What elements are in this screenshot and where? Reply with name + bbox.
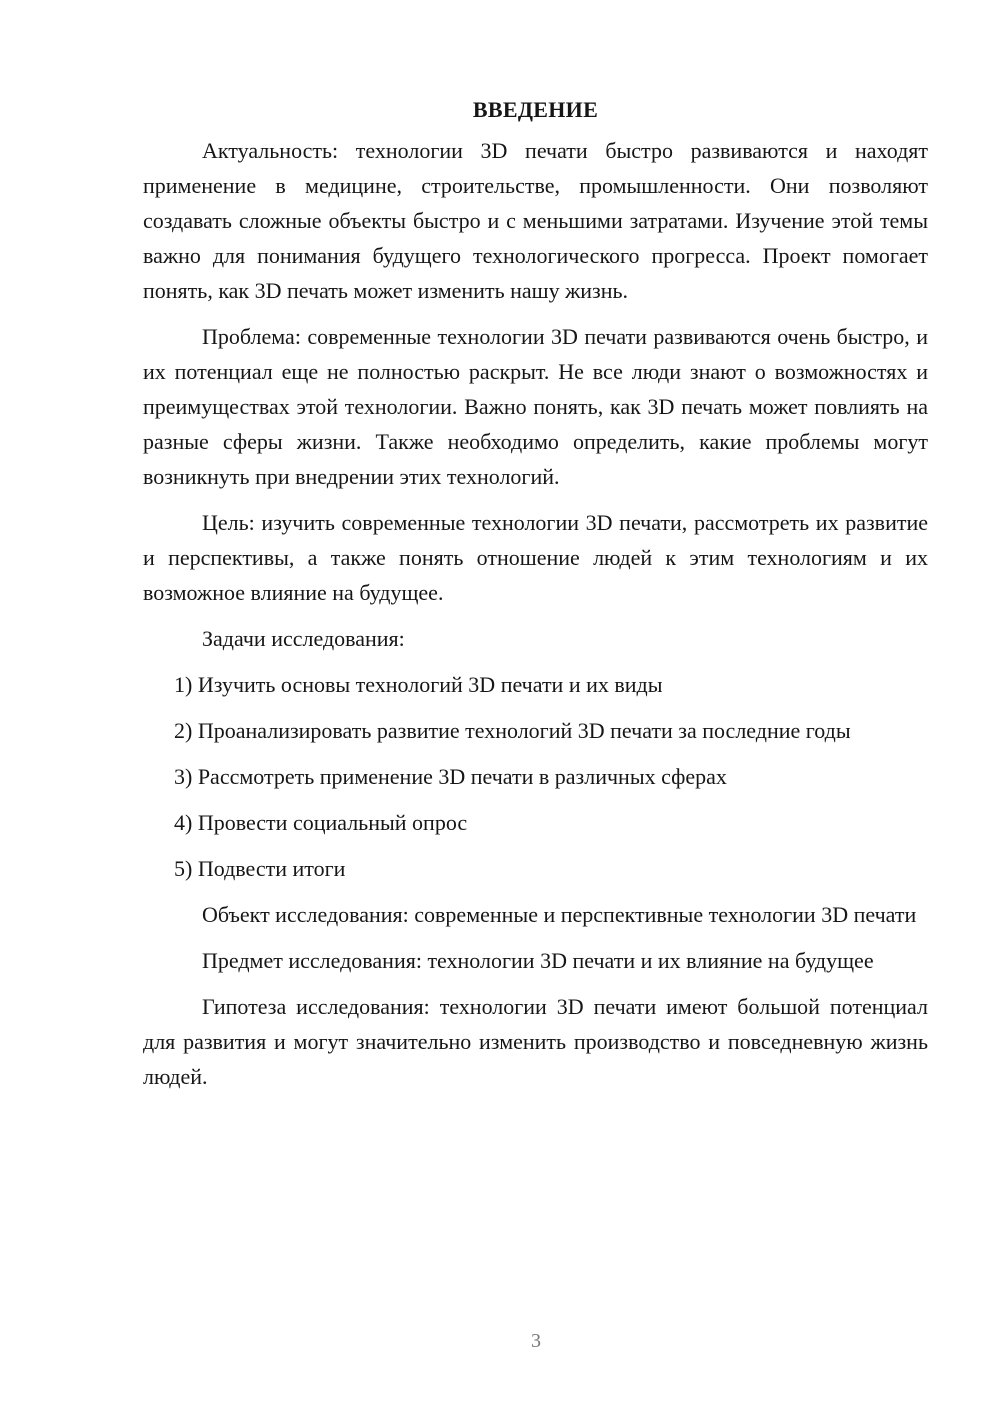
task-item: 3) Рассмотреть применение 3D печати в различных сферах xyxy=(174,764,727,789)
relevance-paragraph: Актуальность: технологии 3D печати быстро развиваются и находят применение в медицине, строительстве, промышленности. Они позволяют создавать сложные объекты быстро и с меньшими затратами. Изучение этой темы важно для понимания будущего технологического прогресса. Проект помогает понять, как 3D печать может изменить нашу жизнь. xyxy=(143,138,928,303)
hypothesis-paragraph: Гипотеза исследования: технологии 3D печати имеют большой потенциал для развития и могут значительно изменить производство и повседневную жизнь людей. xyxy=(143,994,928,1089)
page-title: ВВЕДЕНИЕ xyxy=(472,97,599,122)
object-paragraph: Объект исследования: современные и перспективные технологии 3D печати xyxy=(202,902,917,927)
problem-paragraph: Проблема: современные технологии 3D печати развиваются очень быстро, и их потенциал еще не полностью раскрыт. Не все люди знают о возможностях и преимуществах этой технологии. Важно понять, как 3D печать может повлиять на разные сферы жизни. Также необходимо определить, какие проблемы могут возникнуть при внедрении этих технологий. xyxy=(143,324,928,489)
page-number: 3 xyxy=(531,1330,541,1352)
tasks-list xyxy=(143,667,928,886)
task-item: 2) Проанализировать развитие технологий 3D печати за последние годы xyxy=(174,718,851,743)
goal-paragraph: Цель: изучить современные технологии 3D печати, рассмотреть их развитие и перспективы, а также понять отношение людей к этим технологиям и их возможное влияние на будущее. xyxy=(143,510,928,605)
task-item: 1) Изучить основы технологий 3D печати и их виды xyxy=(174,672,663,697)
tasks-heading: Задачи исследования: xyxy=(202,626,405,651)
task-item: 5) Подвести итоги xyxy=(174,856,346,881)
subject-paragraph: Предмет исследования: технологии 3D печати и их влияние на будущее xyxy=(202,948,874,973)
document-page xyxy=(143,93,928,1105)
task-item: 4) Провести социальный опрос xyxy=(174,810,468,835)
